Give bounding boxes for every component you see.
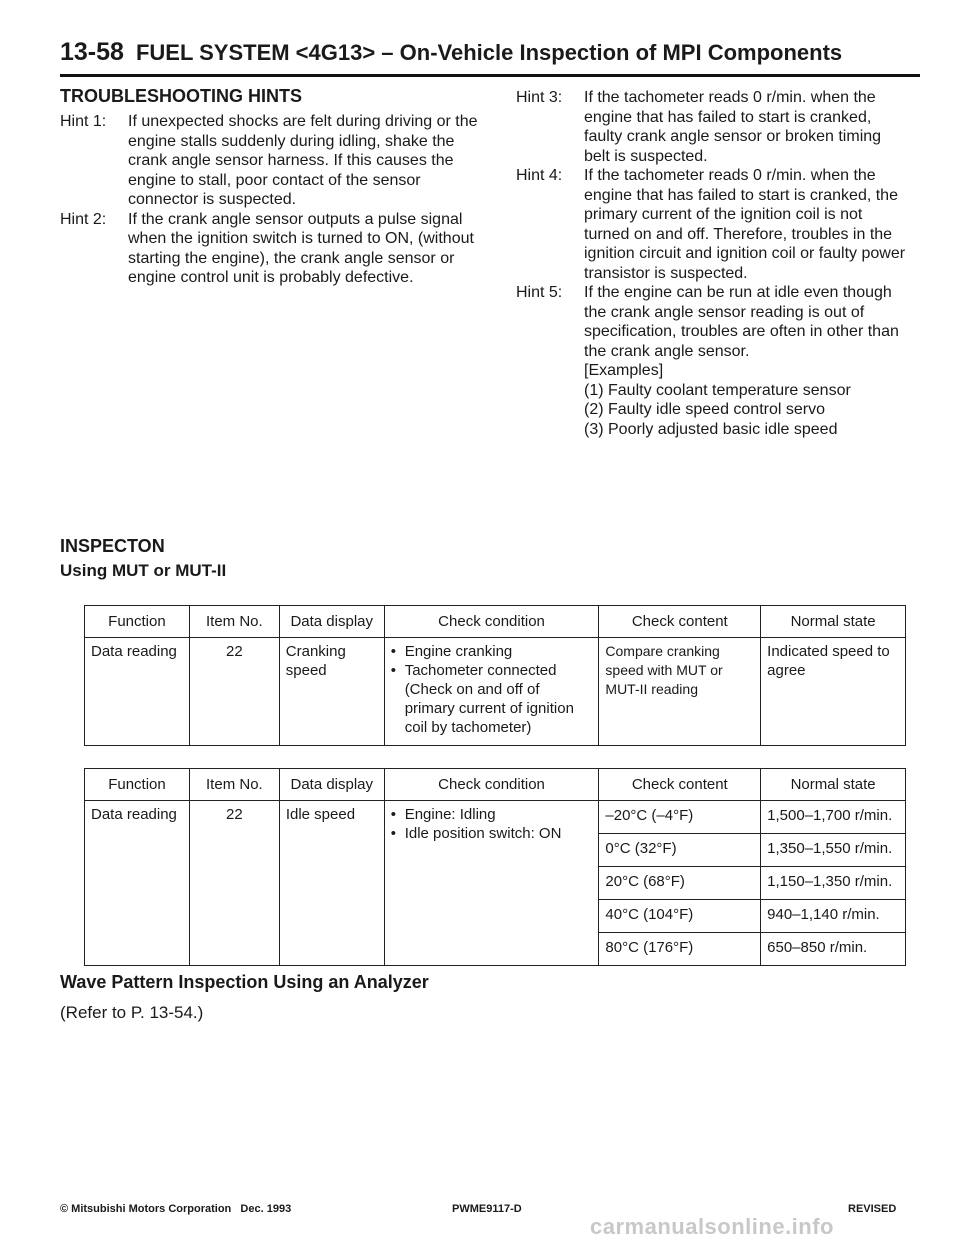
hint-1	[60, 112, 480, 210]
idle-speed-list	[761, 801, 905, 965]
idle-speed-value: 940–1,140 r/min.	[761, 900, 905, 933]
header-check-content: Check content	[599, 606, 761, 638]
cell-check-content	[599, 801, 761, 966]
table-header-row	[85, 606, 906, 638]
examples-label: [Examples]	[584, 362, 664, 379]
footer-revised: REVISED	[848, 1203, 897, 1215]
header-normal-state: Normal state	[761, 769, 906, 801]
idle-speed-value: 1,500–1,700 r/min.	[761, 801, 905, 834]
temperature-list	[599, 801, 760, 965]
condition-item: • Tachometer connected (Check on and off of primary current of ignition coil by tachometer)	[391, 661, 593, 737]
hint-label: Hint 4:	[516, 167, 563, 184]
hint-label: Hint 3:	[516, 89, 563, 106]
cell-normal-state: Indicated speed to agree	[761, 638, 906, 746]
header-check-condition: Check condition	[384, 769, 599, 801]
cell-check-condition	[384, 801, 599, 966]
hint-text	[584, 283, 910, 439]
hints-left-column	[60, 112, 480, 288]
page-title: FUEL SYSTEM <4G13> – On-Vehicle Inspection of MPI Components	[135, 40, 843, 65]
table-header-row	[85, 769, 906, 801]
inspection-table-cranking	[84, 605, 906, 746]
cell-data-display: Idle speed	[279, 801, 384, 966]
footer-copyright: © Mitsubishi Motors Corporation Dec. 1993	[60, 1203, 292, 1215]
temperature-value: 0°C (32°F)	[599, 834, 760, 867]
hint-text: If the tachometer reads 0 r/min. when the engine that has failed to start is cranked, faulty crank angle sensor or broken timing belt is suspected.	[584, 89, 882, 165]
header-check-condition: Check condition	[384, 606, 599, 638]
cell-normal-state	[761, 801, 906, 966]
temperature-value: 80°C (176°F)	[605, 939, 694, 956]
header-data-display: Data display	[279, 769, 384, 801]
header-check-content: Check content	[599, 769, 761, 801]
page-header	[60, 38, 842, 67]
header-item-no: Item No.	[189, 769, 279, 801]
hint-2	[60, 210, 480, 288]
cell-check-condition	[384, 638, 599, 746]
inspection-subheading: Using MUT or MUT-II	[60, 561, 227, 580]
wave-reference: (Refer to P. 13-54.)	[60, 1003, 204, 1022]
hint-5-body: If the engine can be run at idle even though the crank angle sensor reading is out of specification, troubles are often in other than the crank angle sensor.	[584, 284, 899, 360]
troubleshooting-heading: TROUBLESHOOTING HINTS	[60, 86, 302, 106]
temperature-value: 40°C (104°F)	[599, 900, 760, 933]
hint-label: Hint 5:	[516, 284, 563, 301]
inspection-table-idle	[84, 768, 906, 966]
hint-label: Hint 2:	[60, 210, 107, 228]
hint-4	[516, 166, 910, 283]
wave-heading: Wave Pattern Inspection Using an Analyzer	[60, 972, 429, 992]
watermark: carmanualsonline.info	[590, 1214, 834, 1239]
hint-3	[516, 88, 910, 166]
hint-5	[516, 283, 910, 439]
header-rule	[60, 74, 920, 77]
hints-right-column	[516, 88, 910, 439]
condition-item: • Engine: Idling	[391, 805, 593, 824]
header-normal-state: Normal state	[761, 606, 906, 638]
header-data-display: Data display	[279, 606, 384, 638]
cell-check-content: Compare cranking speed with MUT or MUT-II reading	[599, 638, 761, 746]
idle-speed-value: 1,150–1,350 r/min.	[761, 867, 905, 900]
page-number: 13-58	[60, 38, 124, 66]
hint-text: If unexpected shocks are felt during driving or the engine stalls suddenly during idling, shake the crank angle sensor harness. If this causes the engine to stall, poor contact of the sensor connector is suspected.	[128, 113, 478, 208]
condition-item: • Idle position switch: ON	[391, 824, 593, 843]
idle-speed-value: 650–850 r/min.	[767, 939, 868, 956]
footer-code: PWME9117-D	[452, 1203, 522, 1215]
temperature-value: 20°C (68°F)	[599, 867, 760, 900]
cell-item-no: 22	[189, 638, 279, 746]
hint-label: Hint 1:	[60, 113, 107, 130]
hint-text: If the tachometer reads 0 r/min. when the engine that has failed to start is cranked, the primary current of the ignition coil is not turned on and off. Therefore, troubles in the ignition circuit and ignition coil or faulty power transistor is suspected.	[584, 167, 906, 282]
hint-text: If the crank angle sensor outputs a pulse signal when the ignition switch is turned to ON, (without starting the engine), the crank angle sensor or engine control unit is probably defective.	[128, 210, 474, 286]
example-item: (3) Poorly adjusted basic idle speed	[584, 420, 838, 438]
cell-data-display: Cranking speed	[279, 638, 384, 746]
header-item-no: Item No.	[189, 606, 279, 638]
header-function: Function	[85, 769, 190, 801]
table-row	[85, 801, 906, 966]
idle-speed-value: 1,350–1,550 r/min.	[761, 834, 905, 867]
inspection-heading: INSPECTON	[60, 536, 165, 556]
example-item: (1) Faulty coolant temperature sensor	[584, 381, 851, 399]
example-item: (2) Faulty idle speed control servo	[584, 401, 825, 418]
cell-function: Data reading	[85, 801, 190, 966]
cell-function: Data reading	[85, 638, 190, 746]
table-row	[85, 638, 906, 746]
condition-item: • Engine cranking	[391, 642, 593, 661]
temperature-value: –20°C (–4°F)	[599, 801, 760, 834]
cell-item-no: 22	[189, 801, 279, 966]
header-function: Function	[85, 606, 190, 638]
